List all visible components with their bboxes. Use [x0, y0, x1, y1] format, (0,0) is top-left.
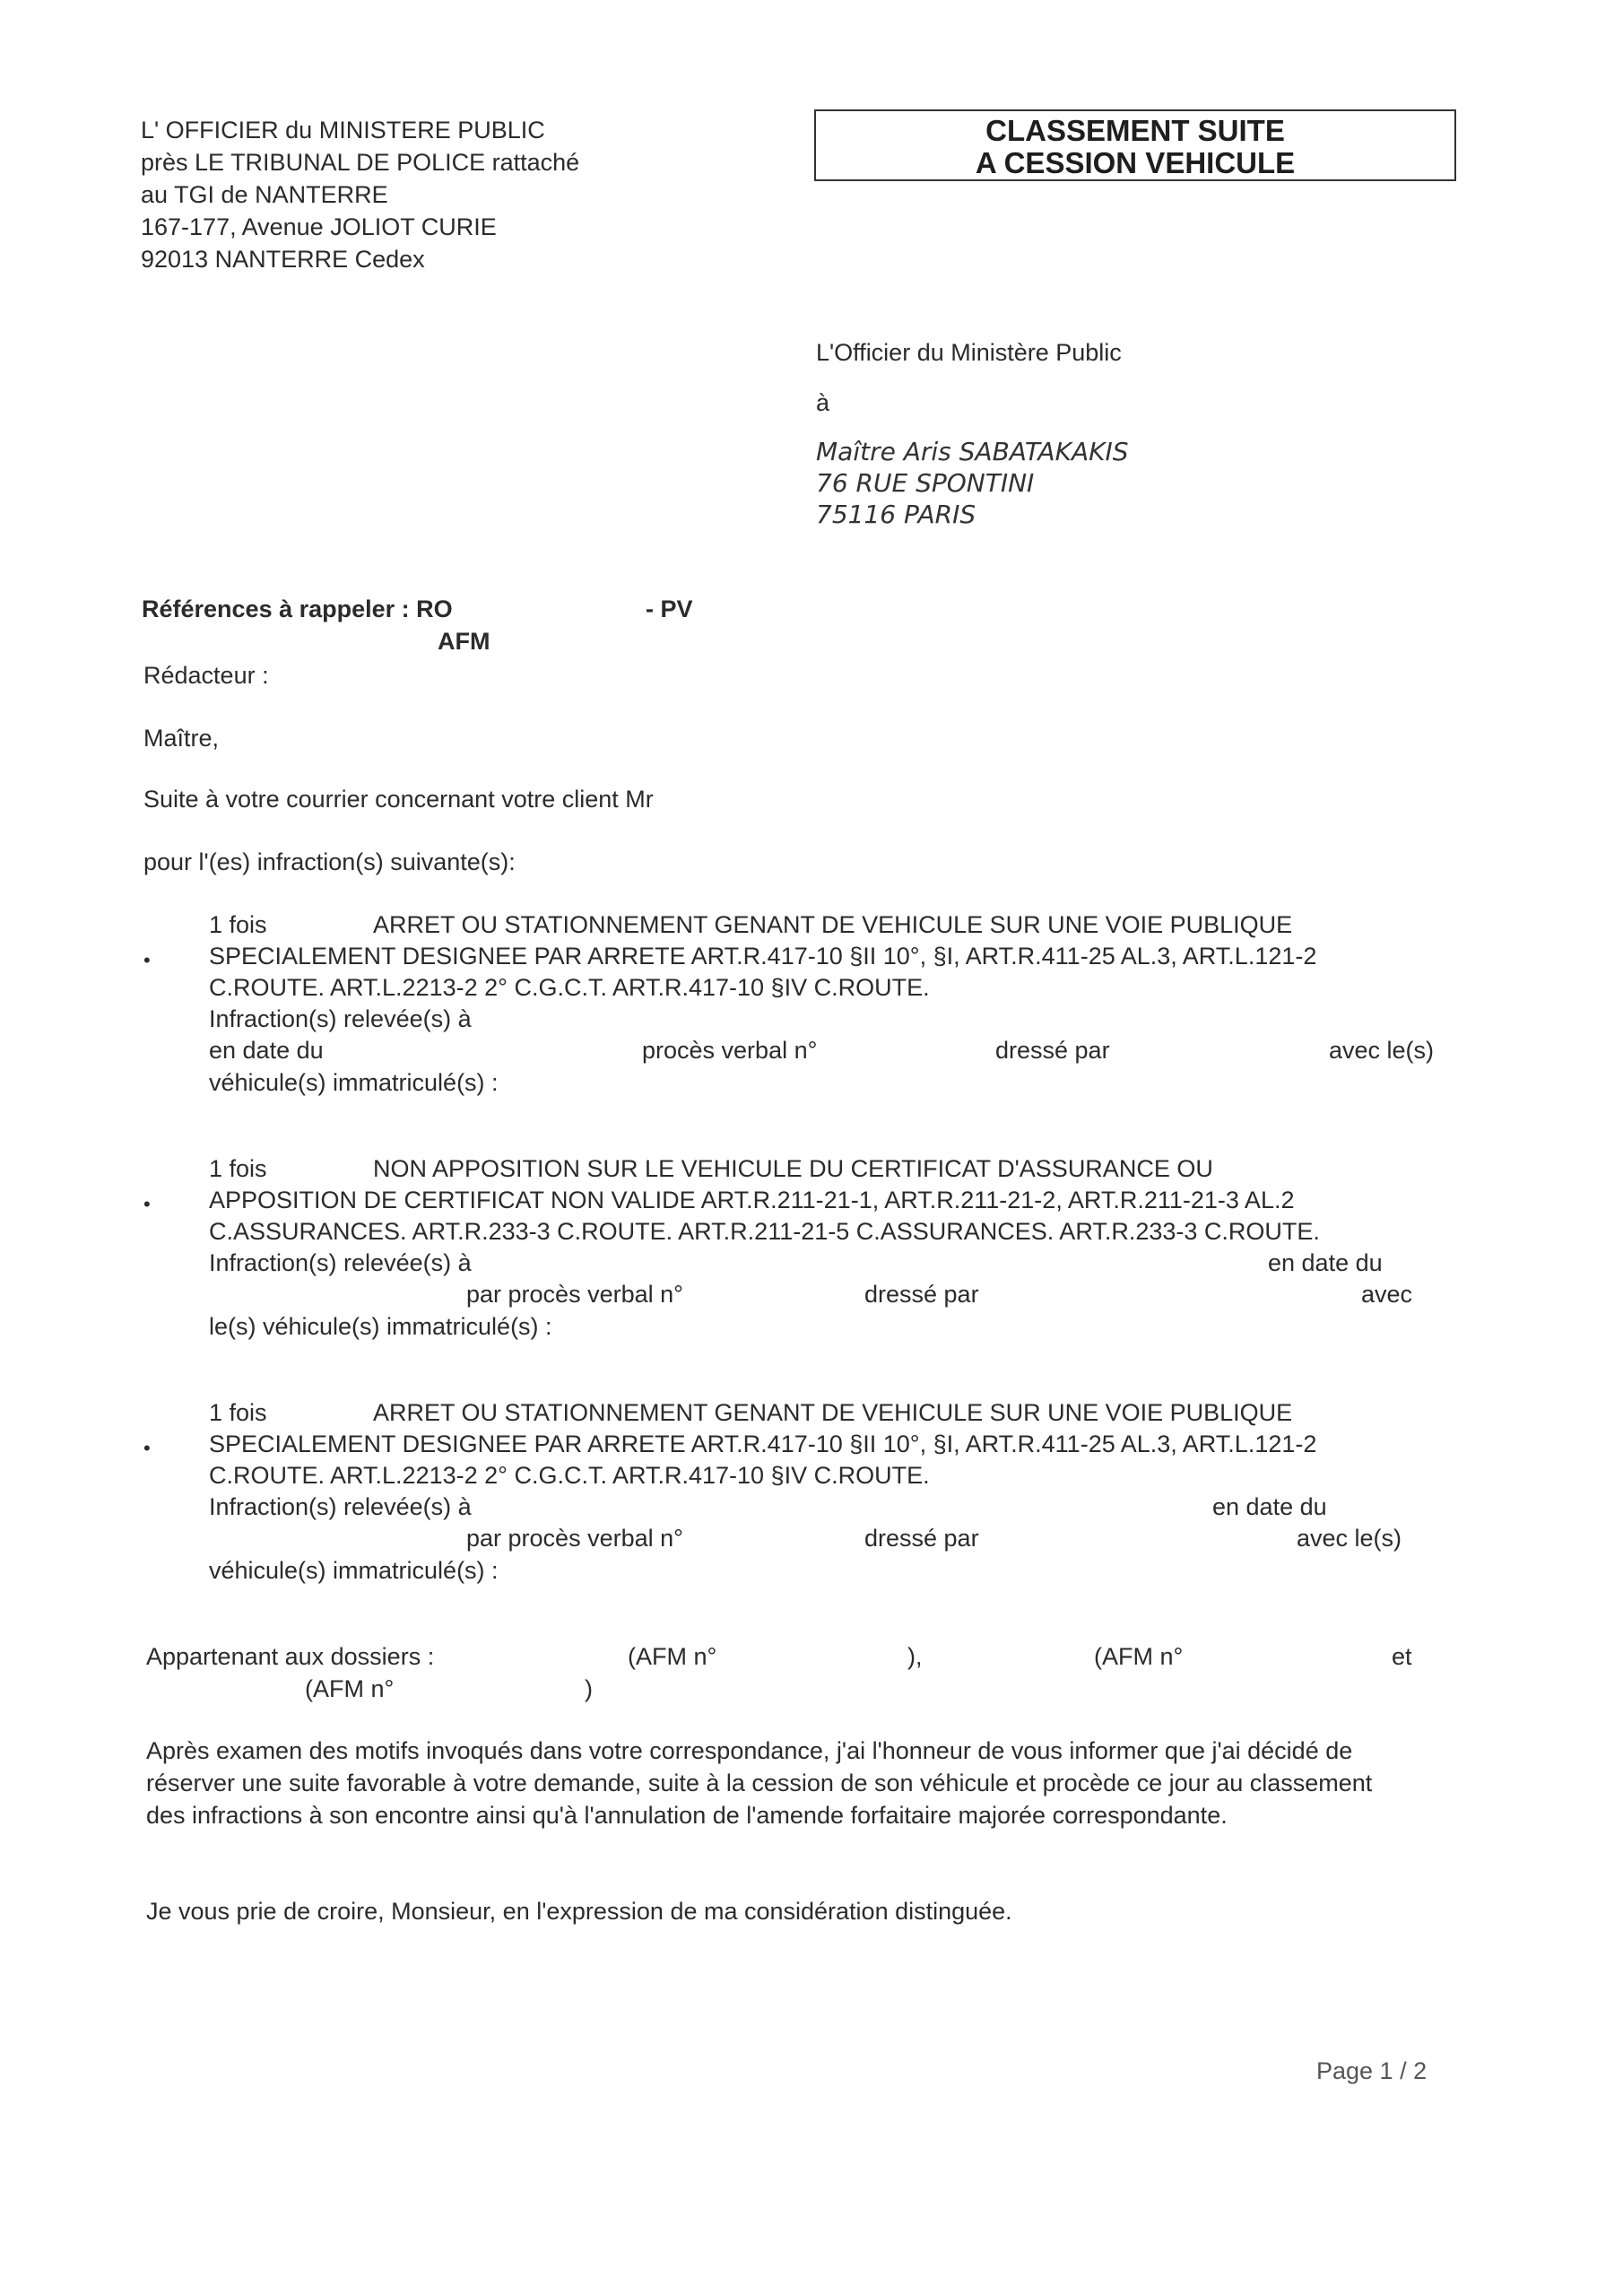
infraction-line: SPECIALEMENT DESIGNEE PAR ARRETE ART.R.417-10 §II 10°, §I, ART.R.411-25 AL.3, ART.L.121-2 [209, 943, 1317, 970]
infraction-line: C.ROUTE. ART.L.2213-2 2° C.G.C.T. ART.R.417-10 §IV C.ROUTE. [209, 974, 930, 1001]
infraction-avec: avec le(s) [1297, 1525, 1402, 1552]
infraction-releve: Infraction(s) relevée(s) à [209, 1005, 472, 1032]
infraction-dresse: dressé par [864, 1525, 979, 1552]
infraction-line: C.ROUTE. ART.L.2213-2 2° C.G.C.T. ART.R.417-10 §IV C.ROUTE. [209, 1462, 930, 1489]
infraction-count: 1 fois [209, 1399, 267, 1426]
recipient-name: Maître Aris SABATAKAKIS [816, 437, 1129, 466]
infraction-line: ARRET OU STATIONNEMENT GENANT DE VEHICULE SUR UNE VOIE PUBLIQUE [373, 1399, 1293, 1426]
infraction-immat: véhicule(s) immatriculé(s) : [209, 1557, 499, 1584]
infraction-date: en date du [209, 1037, 324, 1064]
afm-ref: (AFM n° [628, 1643, 717, 1670]
infraction-line: SPECIALEMENT DESIGNEE PAR ARRETE ART.R.417-10 §II 10°, §I, ART.R.411-25 AL.3, ART.L.121-2 [209, 1431, 1317, 1457]
dossiers-label: Appartenant aux dossiers : [146, 1643, 435, 1670]
infraction-date: en date du [1212, 1493, 1327, 1520]
title-line-2: A CESSION VEHICULE [975, 146, 1296, 179]
infraction-releve: Infraction(s) relevée(s) à [209, 1249, 472, 1276]
sender-address [141, 115, 579, 276]
afm-ref: (AFM n° [1094, 1643, 1184, 1670]
document-title-box [814, 109, 1456, 181]
closing-paragraph: Je vous prie de croire, Monsieur, en l'expression de ma considération distinguée. [146, 1898, 1012, 1925]
bullet-icon: • [143, 949, 151, 971]
infraction-pv: par procès verbal n° [466, 1281, 683, 1308]
sender-line: près LE TRIBUNAL DE POLICE rattaché [141, 149, 580, 176]
afm-ref-et: et [1392, 1643, 1412, 1670]
recipient-from: L'Officier du Ministère Public [816, 339, 1122, 366]
intro-text: Suite à votre courrier concernant votre client Mr [143, 786, 654, 813]
decision-paragraph: Après examen des motifs invoqués dans votre correspondance, j'ai l'honneur de vous informer que j'ai décidé de réserver une suite favorable à votre demande, suite à la cession de son véhicule et procède ce jour au classement des infractions à son encontre ainsi qu'à l'annulation de l'amende forfaitaire majorée correspondante. [146, 1737, 1373, 1829]
greeting: Maître, [143, 725, 220, 752]
afm-ref-close: ), [907, 1643, 923, 1670]
references-afm: AFM [438, 628, 490, 655]
infraction-line: APPOSITION DE CERTIFICAT NON VALIDE ART.R.211-21-1, ART.R.211-21-2, ART.R.211-21-3 AL.2 [209, 1187, 1295, 1213]
references-label: Références à rappeler : RO [142, 596, 453, 622]
recipient-street: 76 RUE SPONTINI [816, 468, 1035, 498]
infraction-immat: le(s) véhicule(s) immatriculé(s) : [209, 1313, 552, 1340]
infraction-count: 1 fois [209, 911, 267, 938]
infraction-pv: procès verbal n° [642, 1037, 818, 1064]
references-pv: - PV [646, 596, 693, 622]
infraction-date: en date du [1268, 1249, 1383, 1276]
recipient-city: 75116 PARIS [816, 500, 976, 529]
afm-ref: (AFM n° [305, 1675, 395, 1702]
infractions-intro: pour l'(es) infraction(s) suivante(s): [143, 848, 516, 875]
sender-line: 167-177, Avenue JOLIOT CURIE [141, 213, 497, 240]
title-line-1: CLASSEMENT SUITE [985, 114, 1285, 147]
sender-line: L' OFFICIER du MINISTERE PUBLIC [141, 117, 545, 144]
infraction-line: NON APPOSITION SUR LE VEHICULE DU CERTIFICAT D'ASSURANCE OU [373, 1155, 1213, 1182]
afm-ref-close: ) [585, 1675, 593, 1702]
redacteur-label: Rédacteur : [143, 662, 269, 689]
bullet-icon: • [143, 1193, 151, 1215]
infraction-avec: avec [1361, 1281, 1413, 1308]
infraction-count: 1 fois [209, 1155, 267, 1182]
infraction-pv: par procès verbal n° [466, 1525, 683, 1552]
sender-line: 92013 NANTERRE Cedex [141, 246, 425, 273]
infraction-line: ARRET OU STATIONNEMENT GENANT DE VEHICULE SUR UNE VOIE PUBLIQUE [373, 911, 1293, 938]
infraction-immat: véhicule(s) immatriculé(s) : [209, 1069, 499, 1096]
page-number: Page 1 / 2 [1316, 2057, 1428, 2084]
infraction-dresse: dressé par [864, 1281, 979, 1308]
infraction-line: C.ASSURANCES. ART.R.233-3 C.ROUTE. ART.R.211-21-5 C.ASSURANCES. ART.R.233-3 C.ROUTE. [209, 1218, 1320, 1245]
infraction-dresse: dressé par [995, 1037, 1110, 1064]
infraction-releve: Infraction(s) relevée(s) à [209, 1493, 472, 1520]
bullet-icon: • [143, 1437, 151, 1459]
recipient-to-word: à [816, 389, 830, 416]
sender-line: au TGI de NANTERRE [141, 181, 388, 208]
infraction-avec: avec le(s) [1329, 1037, 1435, 1064]
